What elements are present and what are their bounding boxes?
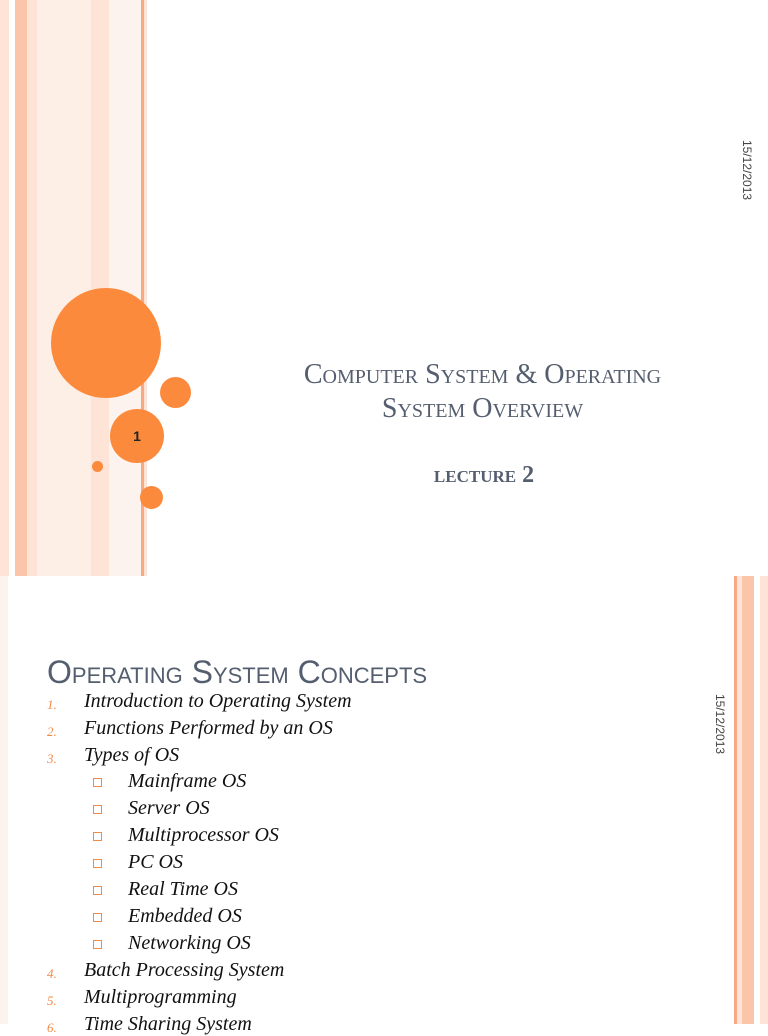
- list-number: 2.: [47, 724, 57, 739]
- decor-stripe: [760, 576, 768, 1024]
- list-item: Functions Performed by an OS: [84, 717, 333, 739]
- slide-title: Operating System Concepts: [47, 654, 428, 690]
- decor-circle-large: [51, 288, 161, 398]
- decor-stripe: [742, 576, 754, 1024]
- decor-circle-small: [140, 486, 163, 509]
- list-item: Multiprogramming: [84, 986, 237, 1008]
- square-bullet-icon: [93, 832, 102, 841]
- list-number: 1.: [47, 697, 57, 712]
- list-item: Batch Processing System: [84, 959, 285, 981]
- list-number: 3.: [47, 751, 57, 766]
- square-bullet-icon: [93, 778, 102, 787]
- list-item: Types of OS: [84, 744, 180, 766]
- slide-date: 15/12/2013: [740, 140, 754, 201]
- title-line-1: Computer System & Operating: [303, 359, 662, 390]
- sub-list-item: Mainframe OS: [128, 770, 247, 792]
- decor-stripe: [0, 0, 9, 576]
- square-bullet-icon: [93, 913, 102, 922]
- square-bullet-icon: [93, 886, 102, 895]
- square-bullet-icon: [93, 805, 102, 814]
- decor-stripe: [15, 0, 27, 576]
- slide-title: [240, 358, 725, 426]
- sub-list-item: Embedded OS: [128, 905, 242, 927]
- title-line-2: System Overview: [381, 393, 584, 424]
- decor-circle-medium: [160, 377, 191, 408]
- list-number: 5.: [47, 993, 57, 1008]
- slide-number-badge: [110, 409, 164, 463]
- list-number: 4.: [47, 966, 57, 981]
- concepts-slide: [0, 576, 768, 1035]
- sub-list-item: Server OS: [128, 797, 210, 819]
- sub-list-item: Real Time OS: [128, 878, 238, 900]
- sub-list-item: Multiprocessor OS: [128, 824, 279, 846]
- decor-stripe: [0, 576, 8, 1024]
- slide-date: 15/12/2013: [713, 694, 727, 755]
- list-item: Time Sharing System: [84, 1013, 252, 1035]
- decor-circle-tiny: [92, 461, 103, 472]
- sub-list-item: Networking OS: [128, 932, 251, 954]
- list-item: Introduction to Operating System: [84, 690, 352, 712]
- lecture-label: lecture 2: [433, 462, 535, 488]
- decor-stripe: [37, 0, 91, 576]
- list-number: 6.: [47, 1020, 57, 1035]
- square-bullet-icon: [93, 940, 102, 949]
- slide-number: 1: [133, 428, 141, 444]
- square-bullet-icon: [93, 859, 102, 868]
- sub-list-item: PC OS: [128, 851, 183, 873]
- decor-stripe: [27, 0, 37, 576]
